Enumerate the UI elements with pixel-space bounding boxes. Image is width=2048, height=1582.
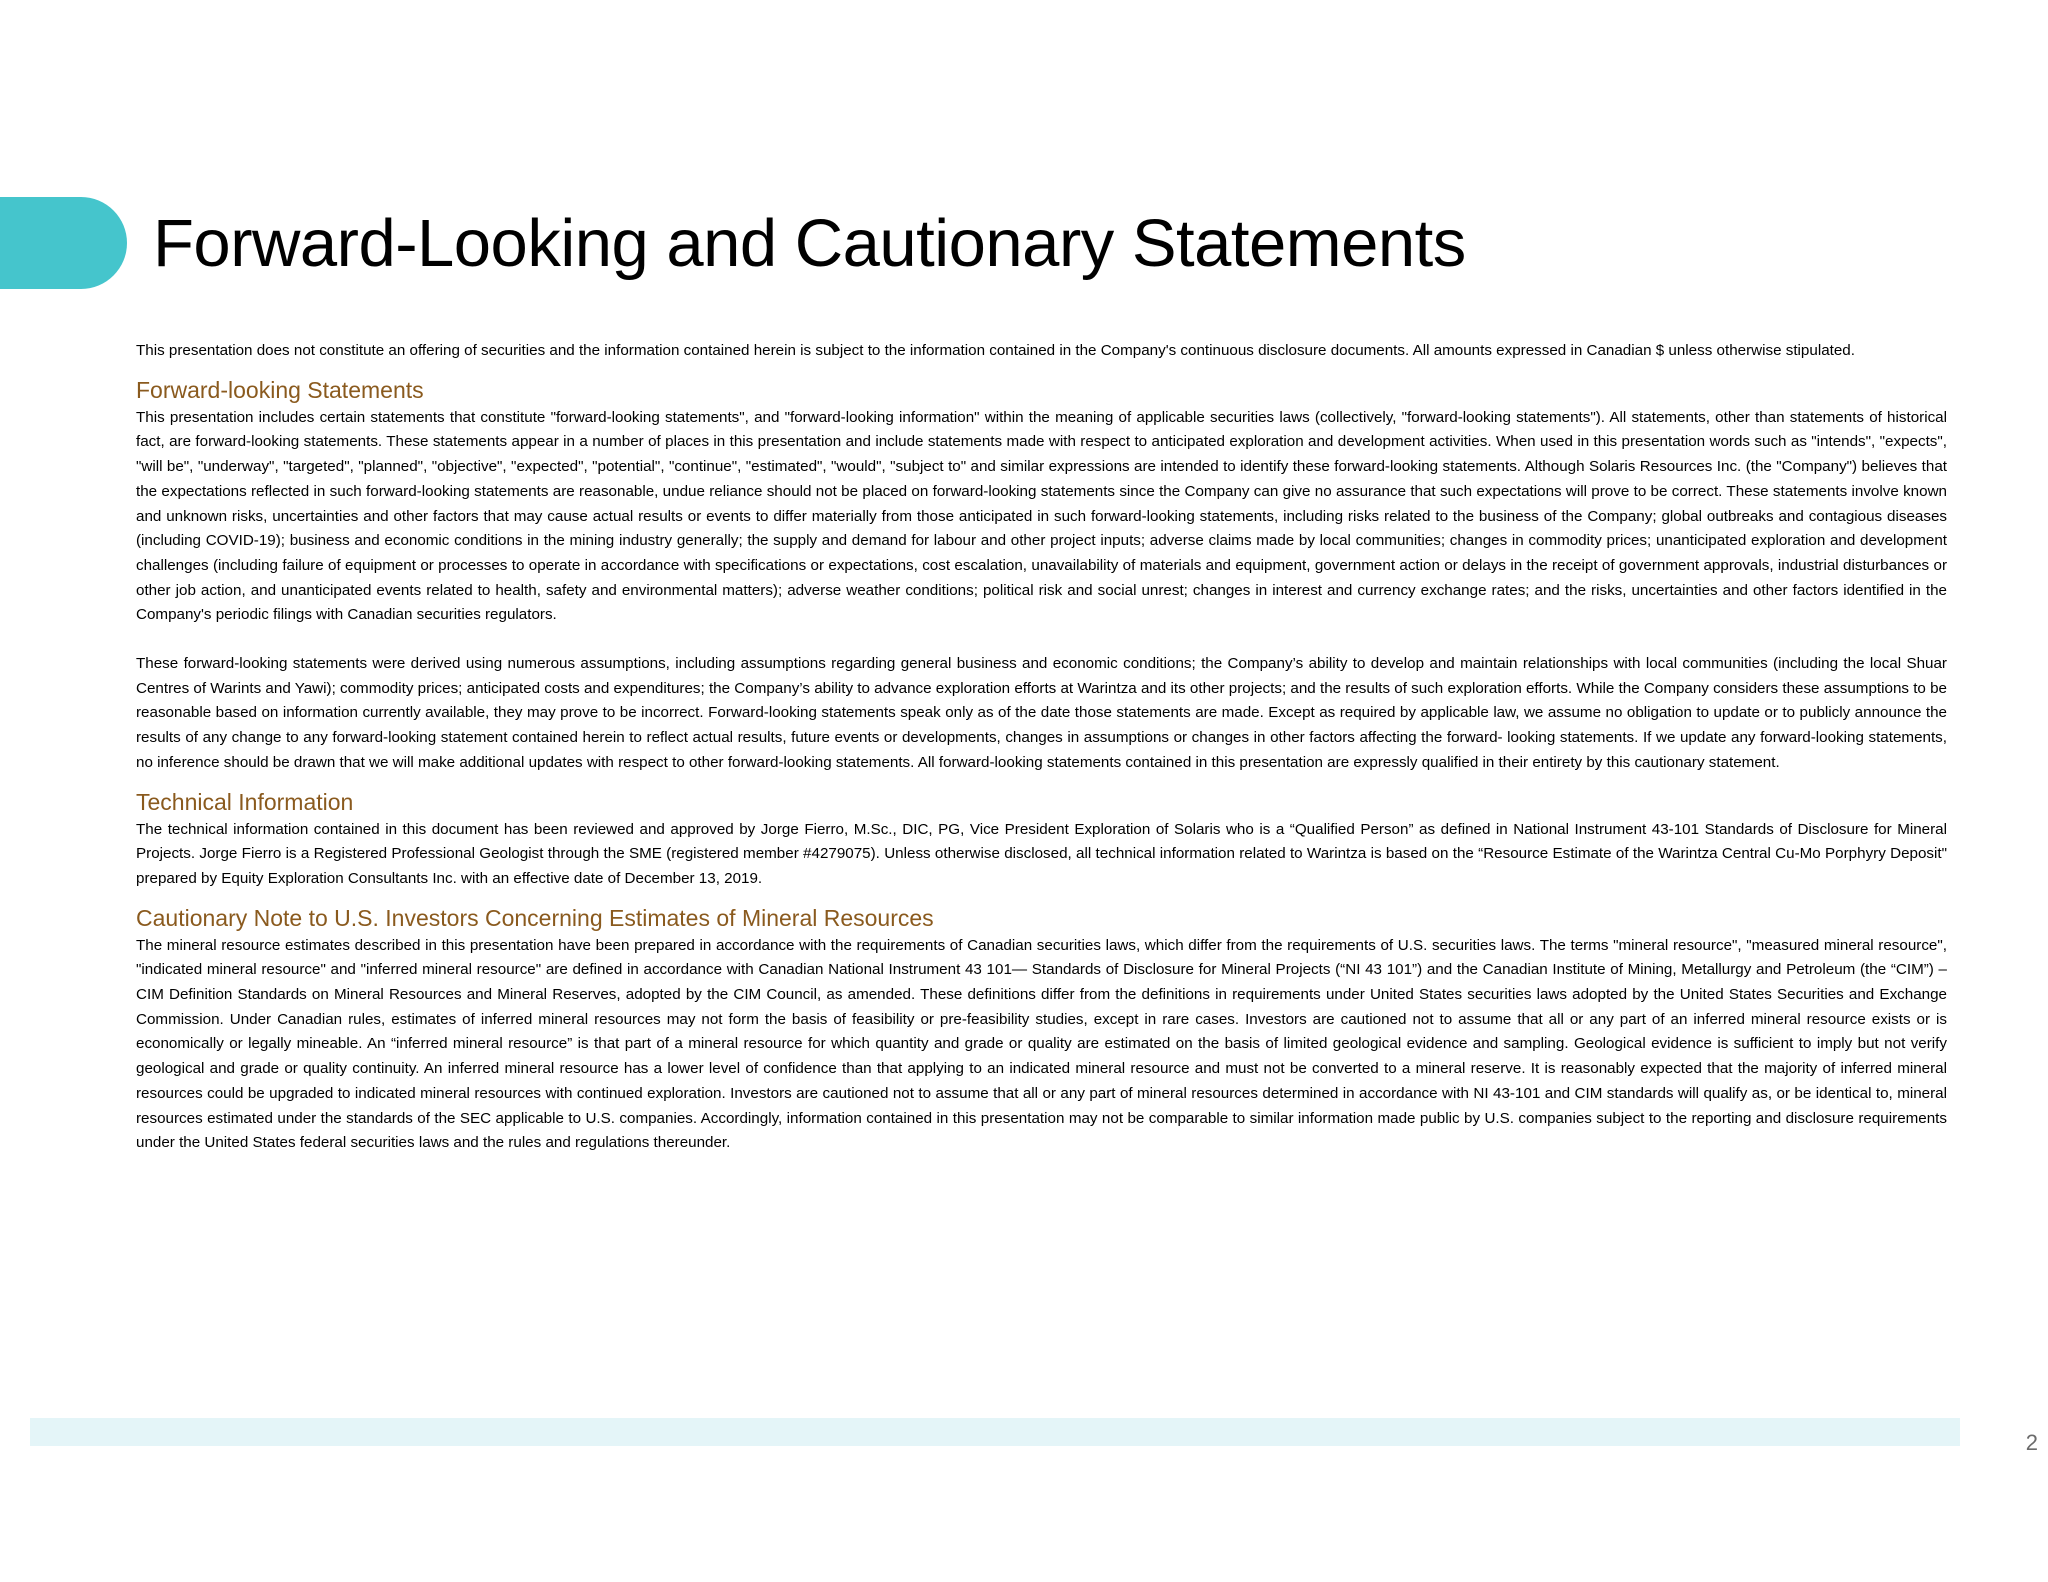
page-title: Forward-Looking and Cautionary Statements [153,206,1466,281]
technical-information-paragraph: The technical information contained in this document has been reviewed and approved by Jorge Fierro, M.Sc., DIC, PG, Vice President Exploration of Solaris who is a “Qualified Person” as defined in National Instrument 43-101 Standards of Disclosure for Mineral Projects. Jorge Fierro is a Registered Professional Geologist through the SME (registered member #4279075). Unless otherwise disclosed, all technical information related to Warintza is based on the “Resource Estimate of the Warintza Central Cu-Mo Porphyry Deposit" prepared by Equity Exploration Consultants Inc. with an effective date of December 13, 2019. [136,820,1947,887]
technical-information-heading: Technical Information [136,788,354,815]
title-accent-tab [0,197,127,289]
forward-looking-heading: Forward-looking Statements [136,376,424,403]
footer-band [30,1418,1960,1446]
intro-paragraph: This presentation does not constitute an offering of securities and the information contained herein is subject to the information contained in the Company's continuous disclosure documents. All amounts expressed in Canadian $ unless otherwise stipulated. [136,342,1855,359]
forward-looking-paragraph-1: This presentation includes certain statements that constitute "forward-looking statements", and "forward-looking information" within the meaning of applicable securities laws (collectively, "forward-looking statements"). All statements, other than statements of historical fact, are forward-looking statements. These statements appear in a number of places in this presentation and include statements made with respect to anticipated exploration and development activities. When used in this presentation words such as "intends", "expects", "will be", "underway", "targeted", "planned", "objective", "expected", "potential", "continue", "estimated", "would", "subject to" and similar expressions are intended to identify these forward-looking statements. Although Solaris Resources Inc. (the "Company") believes that the expectations reflected in such forward-looking statements are reasonable, undue reliance should not be placed on forward-looking statements since the Company can give no assurance that such expectations will prove to be correct. These statements involve known and unknown risks, uncertainties and other factors that may cause actual results or events to differ materially from those anticipated in such forward-looking statements, including risks related to the business of the Company; global outbreaks and contagious diseases (including COVID-19); business and economic conditions in the mining industry generally; the supply and demand for labour and other project inputs; adverse claims made by local communities; changes in commodity prices; unanticipated exploration and development challenges (including failure of equipment or processes to operate in accordance with specifications or expectations, cost escalation, unavailability of materials and equipment, government action or delays in the receipt of government approvals, industrial disturbances or other job action, and unanticipated events related to health, safety and environmental matters); adverse weather conditions; political risk and social unrest; changes in interest and currency exchange rates; and the risks, uncertainties and other factors identified in the Company's periodic filings with Canadian securities regulators. [136,408,1947,624]
forward-looking-paragraph-2: These forward-looking statements were derived using numerous assumptions, including assumptions regarding general business and economic conditions; the Company’s ability to develop and maintain relationships with local communities (including the local Shuar Centres of Warints and Yawi); commodity prices; anticipated costs and expenditures; the Company’s ability to advance exploration efforts at Warintza and its other projects; and the results of such exploration efforts. While the Company considers these assumptions to be reasonable based on information currently available, they may prove to be incorrect. Forward-looking statements speak only as of the date those statements are made. Except as required by applicable law, we assume no obligation to update or to publicly announce the results of any change to any forward-looking statement contained herein to reflect actual results, future events or developments, changes in assumptions or changes in other factors affecting the forward- looking statements. If we update any forward-looking statements, no inference should be drawn that we will make additional updates with respect to other forward-looking statements. All forward-looking statements contained in this presentation are expressly qualified in their entirety by this cautionary statement. [136,655,1947,771]
cautionary-note-paragraph: The mineral resource estimates described in this presentation have been prepared in accordance with the requirements of Canadian securities laws, which differ from the requirements of U.S. securities laws. The terms "mineral resource", "measured mineral resource", "indicated mineral resource" and "inferred mineral resource" are defined in accordance with Canadian National Instrument 43 101— Standards of Disclosure for Mineral Projects (“NI 43 101”) and the Canadian Institute of Mining, Metallurgy and Petroleum (the “CIM”) – CIM Definition Standards on Mineral Resources and Mineral Reserves, adopted by the CIM Council, as amended. These definitions differ from the definitions in requirements under United States securities laws adopted by the United States Securities and Exchange Commission. Under Canadian rules, estimates of inferred mineral resources may not form the basis of feasibility or pre-feasibility studies, except in rare cases. Investors are cautioned not to assume that all or any part of an inferred mineral resource exists or is economically or legally mineable. An “inferred mineral resource” is that part of a mineral resource for which quantity and grade or quality are estimated on the basis of limited geological evidence and sampling. Geological evidence is sufficient to imply but not verify geological and grade or quality continuity. An inferred mineral resource has a lower level of confidence than that applying to an indicated mineral resource and must not be converted to a mineral reserve. It is reasonably expected that the majority of inferred mineral resources could be upgraded to indicated mineral resources with continued exploration. Investors are cautioned not to assume that all or any part of mineral resources determined in accordance with NI 43-101 and CIM standards will qualify as, or be identical to, mineral resources estimated under the standards of the SEC applicable to U.S. companies. Accordingly, information contained in this presentation may not be comparable to similar information made public by U.S. companies subject to the reporting and disclosure requirements under the United States federal securities laws and the rules and regulations thereunder. [136,936,1947,1152]
disclaimer-body [136,339,1947,1156]
cautionary-note-heading: Cautionary Note to U.S. Investors Concerning Estimates of Mineral Resources [136,904,934,931]
page-number: 2 [2025,1430,2038,1455]
